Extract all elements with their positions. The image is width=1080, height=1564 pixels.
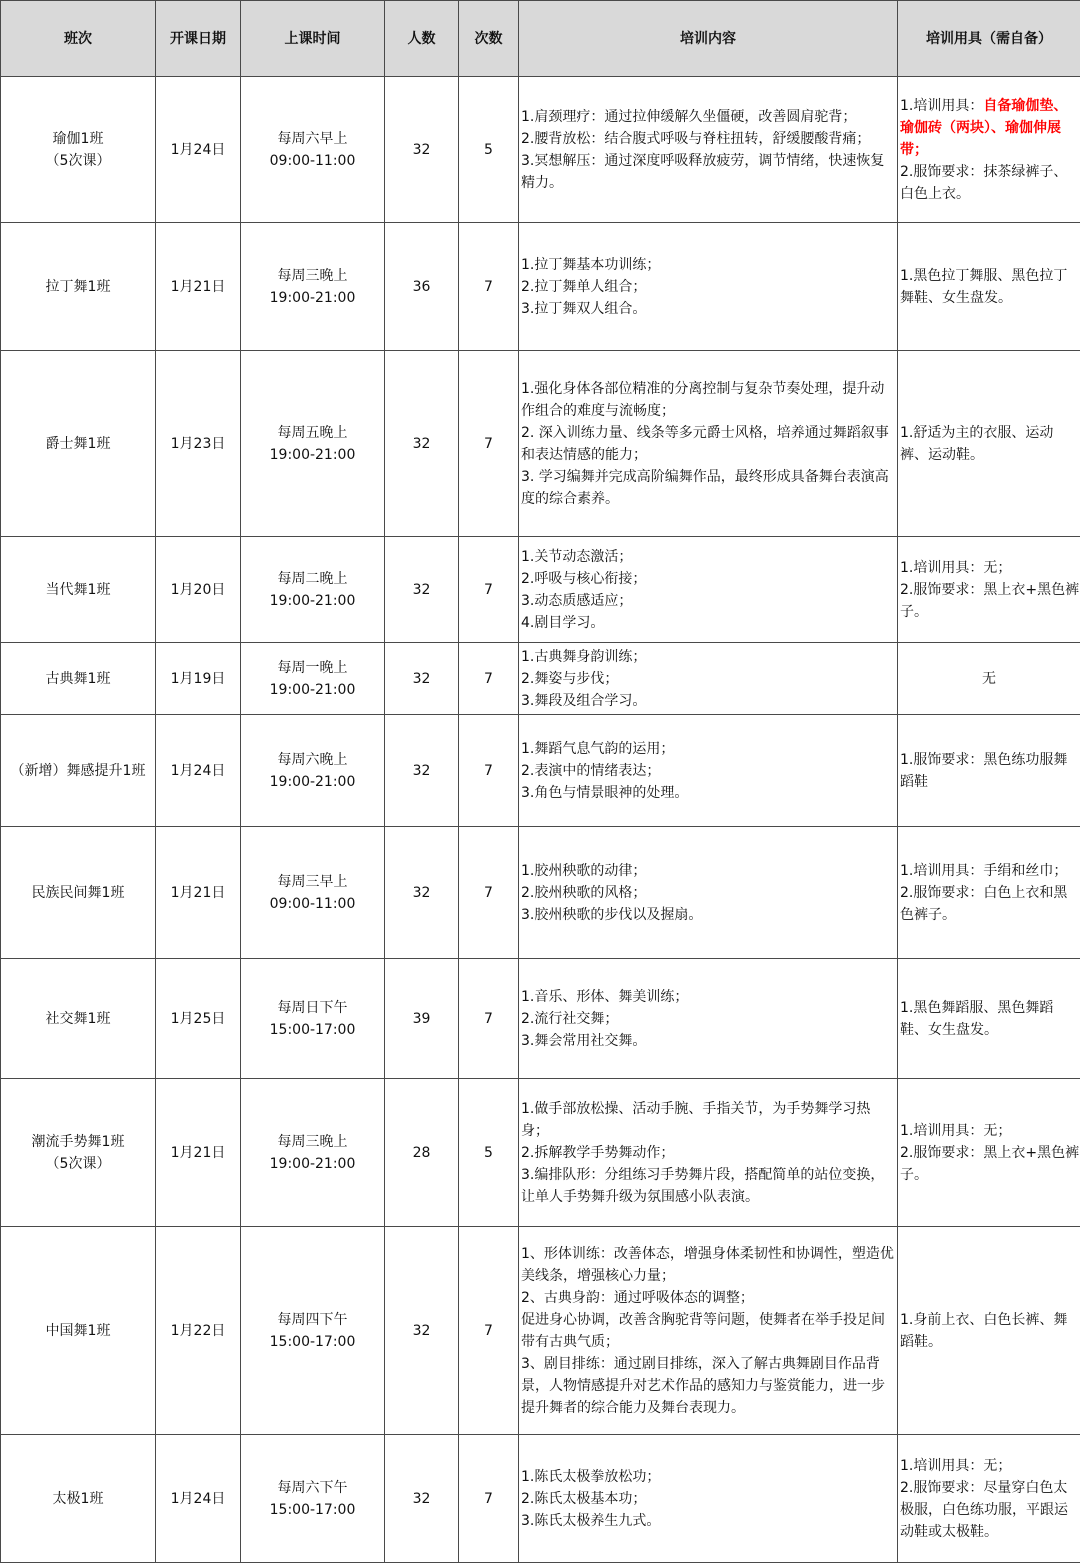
content-line: 2.呼吸与核心衔接； bbox=[521, 570, 647, 587]
content-line: 1、形体训练：改善体态，增强身体柔韧性和协调性，塑造优美线条，增强核心力量； bbox=[521, 1245, 894, 1284]
class-name-cell bbox=[1, 827, 156, 959]
class-name-line: （新增）舞感提升1班 bbox=[10, 762, 146, 779]
class-time-cell bbox=[241, 537, 385, 643]
training-content-cell bbox=[519, 223, 898, 351]
header-class: 班次 bbox=[1, 1, 156, 77]
content-line: 4.剧目学习。 bbox=[521, 614, 605, 631]
class-name-line: （5次课） bbox=[45, 1155, 111, 1172]
start-date-cell: 1月21日 bbox=[156, 1079, 241, 1227]
people-cell: 32 bbox=[385, 351, 459, 537]
people-cell: 32 bbox=[385, 827, 459, 959]
content-line: 2. 深入训练力量、线条等多元爵士风格，培养通过舞蹈叙事和表达情感的能力； bbox=[521, 424, 889, 463]
tools-line: 1.培训用具：无； bbox=[900, 559, 1012, 576]
class-time-line: 每周二晚上 bbox=[277, 570, 348, 587]
class-name-line: （5次课） bbox=[45, 152, 111, 169]
header-people: 人数 bbox=[385, 1, 459, 77]
class-name-line: 社交舞1班 bbox=[45, 1010, 111, 1027]
content-line: 2、古典身韵：通过呼吸体态的调整； bbox=[521, 1289, 754, 1306]
people-cell: 32 bbox=[385, 1227, 459, 1435]
class-time-line: 每周四下午 bbox=[277, 1311, 348, 1328]
content-line: 3.冥想解压：通过深度呼吸释放疲劳，调节情绪，快速恢复精力。 bbox=[521, 152, 885, 191]
content-line: 3.动态质感适应； bbox=[521, 592, 633, 609]
class-name-line: 太极1班 bbox=[52, 1490, 104, 1507]
header-tools: 培训用具（需自备） bbox=[898, 1, 1080, 77]
tools-line: 1.黑色舞蹈服、黑色舞蹈鞋、女生盘发。 bbox=[900, 999, 1054, 1038]
class-time-line: 每周五晚上 bbox=[277, 424, 348, 441]
class-time-cell bbox=[241, 715, 385, 827]
training-tools-cell bbox=[898, 827, 1080, 959]
tools-line bbox=[900, 95, 1080, 161]
header-content: 培训内容 bbox=[519, 1, 898, 77]
table-row bbox=[1, 1079, 1080, 1227]
people-cell: 32 bbox=[385, 77, 459, 223]
training-tools-cell bbox=[898, 223, 1080, 351]
sessions-cell: 7 bbox=[459, 959, 519, 1079]
content-line: 2.陈氏太极基本功； bbox=[521, 1490, 647, 1507]
training-content-cell bbox=[519, 1435, 898, 1563]
class-time-line: 每周三早上 bbox=[277, 873, 348, 890]
content-line: 2.拉丁舞单人组合； bbox=[521, 278, 647, 295]
content-line: 1.做手部放松操、活动手腕、手指关节，为手势舞学习热身； bbox=[521, 1100, 871, 1139]
class-time-line: 19:00-21:00 bbox=[269, 1155, 356, 1172]
content-line: 2.流行社交舞； bbox=[521, 1010, 619, 1027]
content-line: 促进身心协调，改善含胸驼背等问题，使舞者在举手投足间带有古典气质； bbox=[521, 1311, 885, 1350]
class-time-line: 15:00-17:00 bbox=[269, 1021, 356, 1038]
content-line: 1.肩颈理疗：通过拉伸缓解久坐僵硬，改善圆肩驼背； bbox=[521, 108, 857, 125]
content-line: 1.音乐、形体、舞美训练； bbox=[521, 988, 689, 1005]
sessions-cell: 7 bbox=[459, 537, 519, 643]
class-name-line: 瑜伽1班 bbox=[52, 130, 104, 147]
content-line: 3. 学习编舞并完成高阶编舞作品，最终形成具备舞台表演高度的综合素养。 bbox=[521, 468, 889, 507]
content-line: 1.陈氏太极拳放松功； bbox=[521, 1468, 661, 1485]
start-date-cell: 1月21日 bbox=[156, 223, 241, 351]
class-time-cell bbox=[241, 959, 385, 1079]
class-time-line: 09:00-11:00 bbox=[269, 895, 356, 912]
header-sessions: 次数 bbox=[459, 1, 519, 77]
class-name-line: 潮流手势舞1班 bbox=[31, 1133, 125, 1150]
content-line: 3.舞会常用社交舞。 bbox=[521, 1032, 647, 1049]
training-tools-cell bbox=[898, 351, 1080, 537]
sessions-cell: 7 bbox=[459, 223, 519, 351]
content-line: 3.角色与情景眼神的处理。 bbox=[521, 784, 689, 801]
training-tools-cell bbox=[898, 959, 1080, 1079]
content-line: 1.古典舞身韵训练； bbox=[521, 648, 647, 665]
sessions-cell: 7 bbox=[459, 351, 519, 537]
content-line: 3.舞段及组合学习。 bbox=[521, 692, 647, 709]
class-name-cell bbox=[1, 959, 156, 1079]
start-date-cell: 1月24日 bbox=[156, 77, 241, 223]
class-time-line: 每周日下午 bbox=[277, 999, 348, 1016]
start-date-cell: 1月24日 bbox=[156, 1435, 241, 1563]
table-row bbox=[1, 1227, 1080, 1435]
table-row bbox=[1, 77, 1080, 223]
class-time-line: 19:00-21:00 bbox=[269, 681, 356, 698]
tools-line: 1.培训用具：手绢和丝巾； bbox=[900, 862, 1068, 879]
class-name-cell bbox=[1, 351, 156, 537]
start-date-cell: 1月24日 bbox=[156, 715, 241, 827]
class-time-line: 15:00-17:00 bbox=[269, 1501, 356, 1518]
sessions-cell: 7 bbox=[459, 1435, 519, 1563]
header-row bbox=[1, 1, 1080, 77]
training-tools-cell bbox=[898, 77, 1080, 223]
header-class-time: 上课时间 bbox=[241, 1, 385, 77]
class-time-line: 每周三晚上 bbox=[277, 267, 348, 284]
class-time-line: 19:00-21:00 bbox=[269, 773, 356, 790]
sessions-cell: 5 bbox=[459, 77, 519, 223]
tools-line: 1.身前上衣、白色长裤、舞蹈鞋。 bbox=[900, 1311, 1068, 1350]
sessions-cell: 7 bbox=[459, 1227, 519, 1435]
sessions-cell: 7 bbox=[459, 827, 519, 959]
class-time-cell bbox=[241, 351, 385, 537]
class-time-line: 15:00-17:00 bbox=[269, 1333, 356, 1350]
start-date-cell: 1月20日 bbox=[156, 537, 241, 643]
class-time-line: 每周六下午 bbox=[277, 1479, 348, 1496]
table-row bbox=[1, 351, 1080, 537]
tools-line: 2.服饰要求：黑上衣+黑色裤子。 bbox=[900, 1144, 1080, 1183]
content-line: 2.胶州秧歌的风格； bbox=[521, 884, 647, 901]
content-line: 1.强化身体各部位精准的分离控制与复杂节奏处理，提升动作组合的难度与流畅度； bbox=[521, 380, 885, 419]
class-name-line: 民族民间舞1班 bbox=[31, 884, 125, 901]
class-time-cell bbox=[241, 827, 385, 959]
class-time-cell bbox=[241, 1079, 385, 1227]
start-date-cell: 1月25日 bbox=[156, 959, 241, 1079]
class-name-cell bbox=[1, 77, 156, 223]
class-time-line: 每周六早上 bbox=[277, 130, 348, 147]
training-tools-cell bbox=[898, 1227, 1080, 1435]
content-line: 3.拉丁舞双人组合。 bbox=[521, 300, 647, 317]
content-line: 1.舞蹈气息气韵的运用； bbox=[521, 740, 675, 757]
class-name-cell bbox=[1, 643, 156, 715]
content-line: 3.胶州秧歌的步伐以及握扇。 bbox=[521, 906, 703, 923]
class-name-line: 爵士舞1班 bbox=[45, 435, 111, 452]
training-tools-cell: 无 bbox=[898, 643, 1080, 715]
class-time-line: 每周一晚上 bbox=[277, 659, 348, 676]
training-tools-cell bbox=[898, 715, 1080, 827]
class-name-cell bbox=[1, 223, 156, 351]
class-time-cell bbox=[241, 1435, 385, 1563]
people-cell: 39 bbox=[385, 959, 459, 1079]
training-content-cell bbox=[519, 959, 898, 1079]
tools-line: 2.服饰要求：抹茶绿裤子、白色上衣。 bbox=[900, 163, 1068, 202]
table-row bbox=[1, 1435, 1080, 1563]
sessions-cell: 7 bbox=[459, 715, 519, 827]
class-time-line: 19:00-21:00 bbox=[269, 289, 356, 306]
table-row bbox=[1, 715, 1080, 827]
tools-line: 2.服饰要求：尽量穿白色太极服，白色练功服，平跟运动鞋或太极鞋。 bbox=[900, 1479, 1068, 1540]
content-line: 1.拉丁舞基本功训练； bbox=[521, 256, 661, 273]
content-line: 2.拆解教学手势舞动作； bbox=[521, 1144, 675, 1161]
class-time-line: 每周三晚上 bbox=[277, 1133, 348, 1150]
content-line: 3.陈氏太极养生九式。 bbox=[521, 1512, 661, 1529]
tools-line: 1.服饰要求：黑色练功服舞蹈鞋 bbox=[900, 751, 1068, 790]
training-content-cell bbox=[519, 351, 898, 537]
class-name-cell bbox=[1, 537, 156, 643]
training-content-cell bbox=[519, 77, 898, 223]
people-cell: 32 bbox=[385, 715, 459, 827]
people-cell: 32 bbox=[385, 1435, 459, 1563]
people-cell: 32 bbox=[385, 643, 459, 715]
training-content-cell bbox=[519, 537, 898, 643]
training-content-cell bbox=[519, 715, 898, 827]
tools-line: 2.服饰要求：白色上衣和黑色裤子。 bbox=[900, 884, 1068, 923]
tools-line: 1.培训用具：无； bbox=[900, 1122, 1012, 1139]
class-time-cell bbox=[241, 77, 385, 223]
training-content-cell bbox=[519, 827, 898, 959]
people-cell: 32 bbox=[385, 537, 459, 643]
table-row bbox=[1, 537, 1080, 643]
training-content-cell bbox=[519, 643, 898, 715]
class-name-cell bbox=[1, 1227, 156, 1435]
training-content-cell bbox=[519, 1227, 898, 1435]
tools-line: 1.培训用具：无； bbox=[900, 1457, 1012, 1474]
class-name-line: 中国舞1班 bbox=[45, 1322, 111, 1339]
start-date-cell: 1月22日 bbox=[156, 1227, 241, 1435]
class-name-cell bbox=[1, 1435, 156, 1563]
content-line: 3、剧目排练：通过剧目排练，深入了解古典舞剧目作品背景，人物情感提升对艺术作品的感知力与鉴赏能力，进一步提升舞者的综合能力及舞台表现力。 bbox=[521, 1355, 885, 1416]
class-time-cell bbox=[241, 1227, 385, 1435]
header-start-date: 开课日期 bbox=[156, 1, 241, 77]
content-line: 2.腰背放松：结合腹式呼吸与脊柱扭转，舒缓腰酸背痛； bbox=[521, 130, 871, 147]
class-time-line: 09:00-11:00 bbox=[269, 152, 356, 169]
class-name-cell bbox=[1, 1079, 156, 1227]
class-time-line: 每周六晚上 bbox=[277, 751, 348, 768]
training-tools-cell bbox=[898, 1079, 1080, 1227]
tools-line: 1.黑色拉丁舞服、黑色拉丁舞鞋、女生盘发。 bbox=[900, 267, 1068, 306]
tools-highlight: 自备瑜伽垫、瑜伽砖（两块）、瑜伽伸展带； bbox=[900, 97, 1068, 158]
training-tools-cell bbox=[898, 537, 1080, 643]
class-time-cell bbox=[241, 223, 385, 351]
table-row bbox=[1, 643, 1080, 715]
start-date-cell: 1月19日 bbox=[156, 643, 241, 715]
class-name-line: 古典舞1班 bbox=[45, 670, 111, 687]
content-line: 2.舞姿与步伐； bbox=[521, 670, 619, 687]
content-line: 3.编排队形：分组练习手势舞片段，搭配简单的站位变换，让单人手势舞升级为氛围感小队表演。 bbox=[521, 1166, 885, 1205]
content-line: 1.胶州秧歌的动律； bbox=[521, 862, 647, 879]
sessions-cell: 5 bbox=[459, 1079, 519, 1227]
class-name-line: 拉丁舞1班 bbox=[45, 278, 111, 295]
class-time-line: 19:00-21:00 bbox=[269, 592, 356, 609]
tools-line: 2.服饰要求：黑上衣+黑色裤子。 bbox=[900, 581, 1080, 620]
tools-prefix: 1.培训用具： bbox=[900, 97, 984, 114]
content-line: 2.表演中的情绪表达； bbox=[521, 762, 661, 779]
training-content-cell bbox=[519, 1079, 898, 1227]
sessions-cell: 7 bbox=[459, 643, 519, 715]
training-tools-cell bbox=[898, 1435, 1080, 1563]
content-line: 1.关节动态激活； bbox=[521, 548, 633, 565]
class-name-line: 当代舞1班 bbox=[45, 581, 111, 598]
start-date-cell: 1月21日 bbox=[156, 827, 241, 959]
class-name-cell bbox=[1, 715, 156, 827]
people-cell: 28 bbox=[385, 1079, 459, 1227]
class-time-line: 19:00-21:00 bbox=[269, 446, 356, 463]
table-row bbox=[1, 827, 1080, 959]
tools-line: 1.舒适为主的衣服、运动裤、运动鞋。 bbox=[900, 424, 1054, 463]
table-row bbox=[1, 223, 1080, 351]
table-row bbox=[1, 959, 1080, 1079]
class-time-cell bbox=[241, 643, 385, 715]
start-date-cell: 1月23日 bbox=[156, 351, 241, 537]
people-cell: 36 bbox=[385, 223, 459, 351]
